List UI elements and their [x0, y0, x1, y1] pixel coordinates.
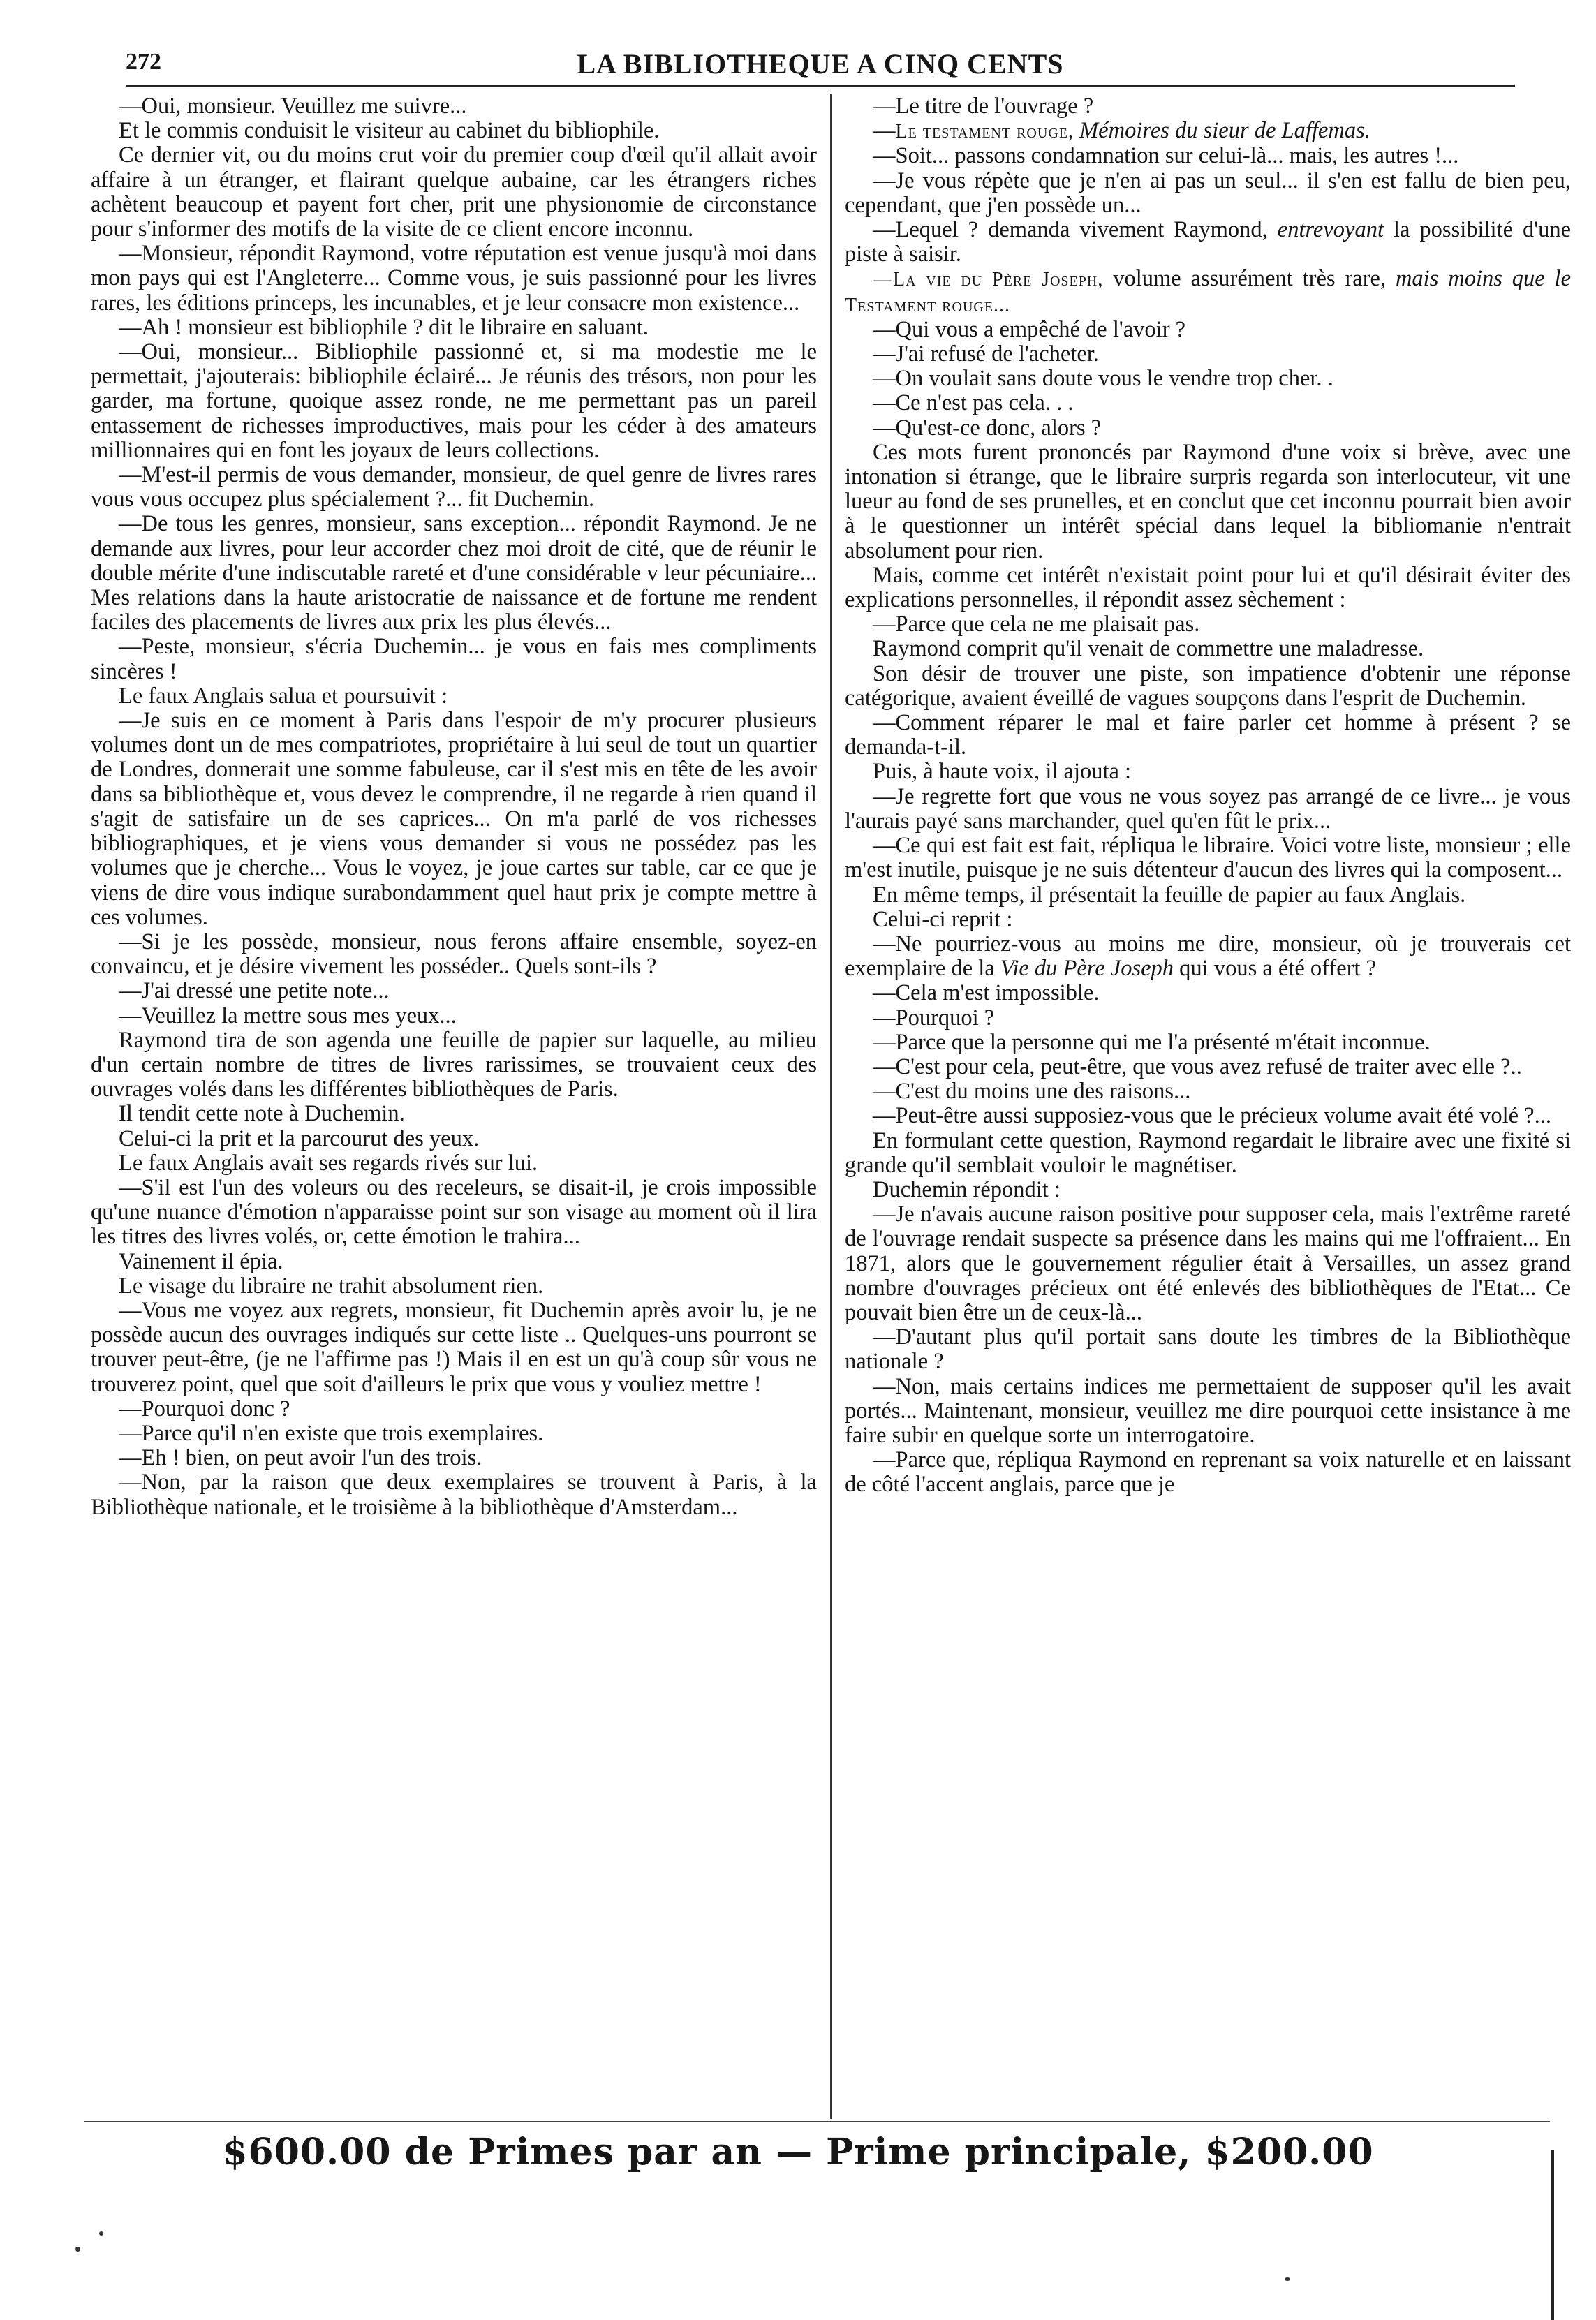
paragraph: —Je vous répète que je n'en ai pas un seul... il s'en est fallu de bien peu, cependant, que j'en possède un...	[845, 168, 1571, 218]
paragraph: —C'est pour cela, peut-être, que vous avez refusé de traiter avec elle ?..	[873, 1054, 1522, 1079]
paragraph: Celui-ci reprit :	[873, 906, 1013, 932]
print-speck	[99, 2231, 103, 2236]
paragraph: En même temps, il présentait la feuille de papier au faux Anglais.	[873, 882, 1466, 908]
book-title: Le testament rouge,	[895, 121, 1074, 143]
paragraph: —Parce que cela ne me plaisait pas.	[873, 612, 1200, 637]
paragraph: Puis, à haute voix, il ajouta :	[873, 759, 1132, 785]
paragraph: —Monsieur, répondit Raymond, votre réputation est venue jusqu'à moi dans mon pays qui est l'Angleterre... Comme vous, je suis passionné pour les livres rares, les éditions princeps, les incunables, et je leur consacre mon existence...	[91, 241, 817, 316]
paragraph: —Peut-être aussi supposiez-vous que le précieux volume avait été volé ?...	[873, 1103, 1551, 1129]
page-edge-rule	[1551, 2150, 1554, 2320]
paragraph: —De tous les genres, monsieur, sans exception... répondit Raymond. Je ne demande aux livres, pour leur accorder chez moi droit de cité, que de réunir le double mérite d'une indiscutable rareté et d'une considérable v leur pécuniaire... Mes relations dans la haute aristocratie de naissance et de fortune me rendent faciles des placements de livres aux prix les plus élevés...	[91, 511, 817, 635]
paragraph: Raymond comprit qu'il venait de commettre une maladresse.	[873, 636, 1424, 662]
text-run: —Ne pourriez-vous au moins me dire, monsieur, où je trouverais cet exemplaire de la	[845, 931, 1571, 982]
book-title: Vie du Père Joseph	[1000, 956, 1174, 982]
column-divider	[830, 94, 832, 2119]
text-run: qui vous a été offert ?	[1179, 956, 1377, 982]
paragraph: —Je regrette fort que vous ne vous soyez pas arrangé de ce livre... je vous l'aurais payé sans marchander, quel qu'en fût le prix...	[845, 783, 1571, 834]
paragraph: Ce dernier vit, ou du moins crut voir du premier coup d'œil qu'il allait avoir affaire à un étranger, et flairant quelque aubaine, car les étrangers riches achètent beaucoup et payent fort cher, prit une physionomie de circonstance pour s'informer des motifs de la visite de ce client encore inconnu.	[91, 142, 817, 242]
book-subtitle: Mémoires du sieur de Laffemas.	[1079, 118, 1370, 144]
paragraph: —Pourquoi donc ?	[119, 1396, 290, 1421]
paragraph: —Soit... passons condamnation sur celui-là... mais, les autres !...	[873, 143, 1459, 169]
paragraph: —Pourquoi ?	[873, 1005, 995, 1030]
paragraph: Celui-ci la prit et la parcourut des yeux.	[119, 1125, 480, 1151]
paragraph: —S'il est l'un des voleurs ou des receleurs, se disait-il, je crois impossible qu'une nuance d'émotion n'apparaisse point sur son visage au moment où il lira les titres des livres volés, or, cette émotion le trahira...	[91, 1174, 817, 1250]
prize-banner: $600.00 de Primes par an — Prime principale, $200.00	[222, 2131, 1374, 2173]
paragraph: En formulant cette question, Raymond regardait le libraire avec une fixité si grande qu'il semblait vouloir le magnétiser.	[845, 1128, 1571, 1178]
paragraph: Duchemin répondit :	[873, 1176, 1061, 1202]
print-speck	[1285, 2277, 1290, 2281]
paragraph: —Oui, monsieur... Bibliophile passionné et, si ma modestie me le permettait, j'ajouterais: bibliophile éclairé... Je réunis des trésors, non pour les garder, ma fortune, quoique assez ronde, ne me permettant pas un pareil entassement de richesses improductives, mais pour les céder à des amateurs millionnaires qui en font les joyaux de leurs collections.	[91, 339, 817, 463]
paragraph	[845, 218, 1571, 267]
left-column	[91, 94, 817, 1520]
paragraph: —M'est-il permis de vous demander, monsieur, de quel genre de livres rares vous vous occupez plus spécialement ?... fit Duchemin.	[91, 462, 817, 512]
paragraph	[845, 267, 1571, 317]
paragraph: —Si je les possède, monsieur, nous ferons affaire ensemble, soyez-en convaincu, et je désire vivement les posséder.. Quels sont-ils ?	[91, 929, 817, 980]
paragraph: Le faux Anglais avait ses regards rivés sur lui.	[119, 1150, 538, 1176]
book-title: —La vie du Père Joseph,	[873, 269, 1104, 291]
paragraph: —Parce qu'il n'en existe que trois exemplaires.	[119, 1420, 544, 1446]
paragraph: Mais, comme cet intérêt n'existait point pour lui et qu'il désirait éviter des explications personnelles, il répondit assez sèchement :	[845, 562, 1571, 613]
paragraph: —Ah ! monsieur est bibliophile ? dit le libraire en saluant.	[119, 314, 649, 340]
paragraph: —Je n'avais aucune raison positive pour supposer cela, mais l'extrême rareté de l'ouvrage rendait suspecte sa présence dans les mains qui me l'offraient... En 1871, alors que le gouvernement régulier était à Versailles, un assez grand nombre d'ouvrages précieux ont été enlevés des bibliothèques de l'Etat... Ce pouvait bien être un de ceux-là...	[845, 1202, 1571, 1325]
paragraph: Le visage du libraire ne trahit absolument rien.	[119, 1273, 544, 1299]
paragraph: —Qu'est-ce donc, alors ?	[873, 415, 1102, 441]
text-run: —Lequel ? demanda vivement Raymond,	[873, 217, 1268, 243]
footer-rule	[84, 2121, 1550, 2122]
paragraph: —Je suis en ce moment à Paris dans l'espoir de m'y procurer plusieurs volumes dont un de mes compatriotes, propriétaire à lui seul de tout un quartier de Londres, donnerait une somme fabuleuse, car il s'est mis en tête de les avoir dans sa bibliothèque et, vous devez le comprendre, il ne regarde à rien quand il s'agit de satisfaire un de ses caprices... On m'a parlé de vos richesses bibliographiques, et je viens vous demander si vous ne possédez pas les volumes que je cherche... Vous le voyez, je joue cartes sur table, car ce que je viens de dire vous indique surabondamment quel haut prix je compte mettre à ces volumes.	[91, 708, 817, 930]
paragraph: —Non, par la raison que deux exemplaires se trouvent à Paris, à la Bibliothèque nationale, et le troisième à la bibliothèque d'Amsterdam...	[91, 1470, 817, 1520]
paragraph: —On voulait sans doute vous le vendre trop cher. .	[873, 366, 1333, 392]
text-run: volume assurément très rare,	[1113, 266, 1387, 292]
paragraph: —Cela m'est impossible.	[873, 980, 1100, 1006]
print-speck	[75, 2247, 80, 2252]
page-number: 272	[126, 49, 161, 75]
paragraph: —J'ai refusé de l'acheter.	[873, 341, 1099, 367]
paragraph: Ces mots furent prononcés par Raymond d'une voix si brève, avec une intonation si étrange, que le libraire surpris regarda son interlocuteur, vit une lueur au fond de ses prunelles, et en conclut que cet inconnu pourrait bien avoir à le questionner un intérêt spécial dans lequel la bibliomanie n'entrait absolument pour rien.	[845, 439, 1571, 563]
text-run: entrevoyant	[1277, 217, 1384, 243]
paragraph: Le faux Anglais salua et poursuivit :	[119, 683, 448, 709]
paragraph: —J'ai dressé une petite note...	[119, 978, 390, 1004]
paragraph: —Comment réparer le mal et faire parler cet homme à présent ? se demanda-t-il.	[845, 710, 1571, 760]
text-run: mais moins que le	[1395, 266, 1571, 292]
paragraph: —Peste, monsieur, s'écria Duchemin... je vous en fais mes compliments sincères !	[91, 634, 817, 684]
paragraph: Raymond tira de son agenda une feuille de papier sur laquelle, au milieu d'un certain nombre de titres de livres rarissimes, se trouvaient ceux des ouvrages volés dans les différentes bibliothèques de Paris.	[91, 1027, 817, 1102]
running-title: LA BIBLIOTHEQUE A CINQ CENTS	[577, 48, 1064, 80]
paragraph: —Vous me voyez aux regrets, monsieur, fit Duchemin après avoir lu, je ne possède aucun des ouvrages indiqués sur cette liste .. Quelques-uns pourront se trouver peut-être, (je ne l'affirme pas !) Mais il en est un qu'à coup sûr vous ne trouverez point, quel que soit d'ailleurs le prix que vous y vouliez mettre !	[91, 1297, 817, 1397]
paragraph: —Ce qui est fait est fait, répliqua le libraire. Voici votre liste, monsieur ; elle m'est inutile, puisque je ne suis détenteur d'aucun des livres qui la composent...	[845, 833, 1571, 883]
paragraph: —Veuillez la mettre sous mes yeux...	[119, 1003, 457, 1028]
paragraph: —Le titre de l'ouvrage ?	[873, 94, 1094, 119]
paragraph: —Eh ! bien, on peut avoir l'un des trois.	[119, 1445, 482, 1471]
text-run: la possibilité d'une piste à saisir.	[845, 217, 1572, 267]
book-title: Testament rouge...	[845, 294, 1011, 316]
paragraph: —Qui vous a empêché de l'avoir ?	[873, 316, 1186, 342]
paragraph: Son désir de trouver une piste, son impatience d'obtenir une réponse catégorique, avaient éveillé de vagues soupçons dans l'esprit de Duchemin.	[845, 660, 1571, 711]
page-header	[126, 43, 1515, 87]
paragraph	[845, 932, 1571, 981]
paragraph: —Non, mais certains indices me permettaient de supposer qu'il les avait portés... Maintenant, monsieur, veuillez me dire pourquoi cette insistance à me faire subir en quelque sorte un interrogatoire.	[845, 1373, 1571, 1448]
paragraph: Et le commis conduisit le visiteur au cabinet du bibliophile.	[119, 118, 660, 144]
paragraph: —C'est du moins une des raisons...	[873, 1079, 1191, 1104]
paragraph: —Parce que la personne qui me l'a présenté m'était inconnue.	[873, 1029, 1431, 1055]
right-column	[845, 94, 1571, 1498]
paragraph: —Oui, monsieur. Veuillez me suivre...	[119, 94, 467, 119]
paragraph: —Le testament rouge, Mémoires du sieur de Laffemas.	[873, 118, 1370, 144]
paragraph: Vainement il épia.	[119, 1248, 283, 1274]
paragraph: —D'autant plus qu'il portait sans doute les timbres de la Bibliothèque nationale ?	[845, 1324, 1571, 1375]
paragraph: —Parce que, répliqua Raymond en reprenant sa voix naturelle et en laissant de côté l'accent anglais, parce que je	[845, 1447, 1571, 1498]
paragraph: —Ce n'est pas cela. . .	[873, 390, 1074, 416]
paragraph: Il tendit cette note à Duchemin.	[119, 1101, 405, 1127]
article-body	[91, 94, 1572, 2119]
